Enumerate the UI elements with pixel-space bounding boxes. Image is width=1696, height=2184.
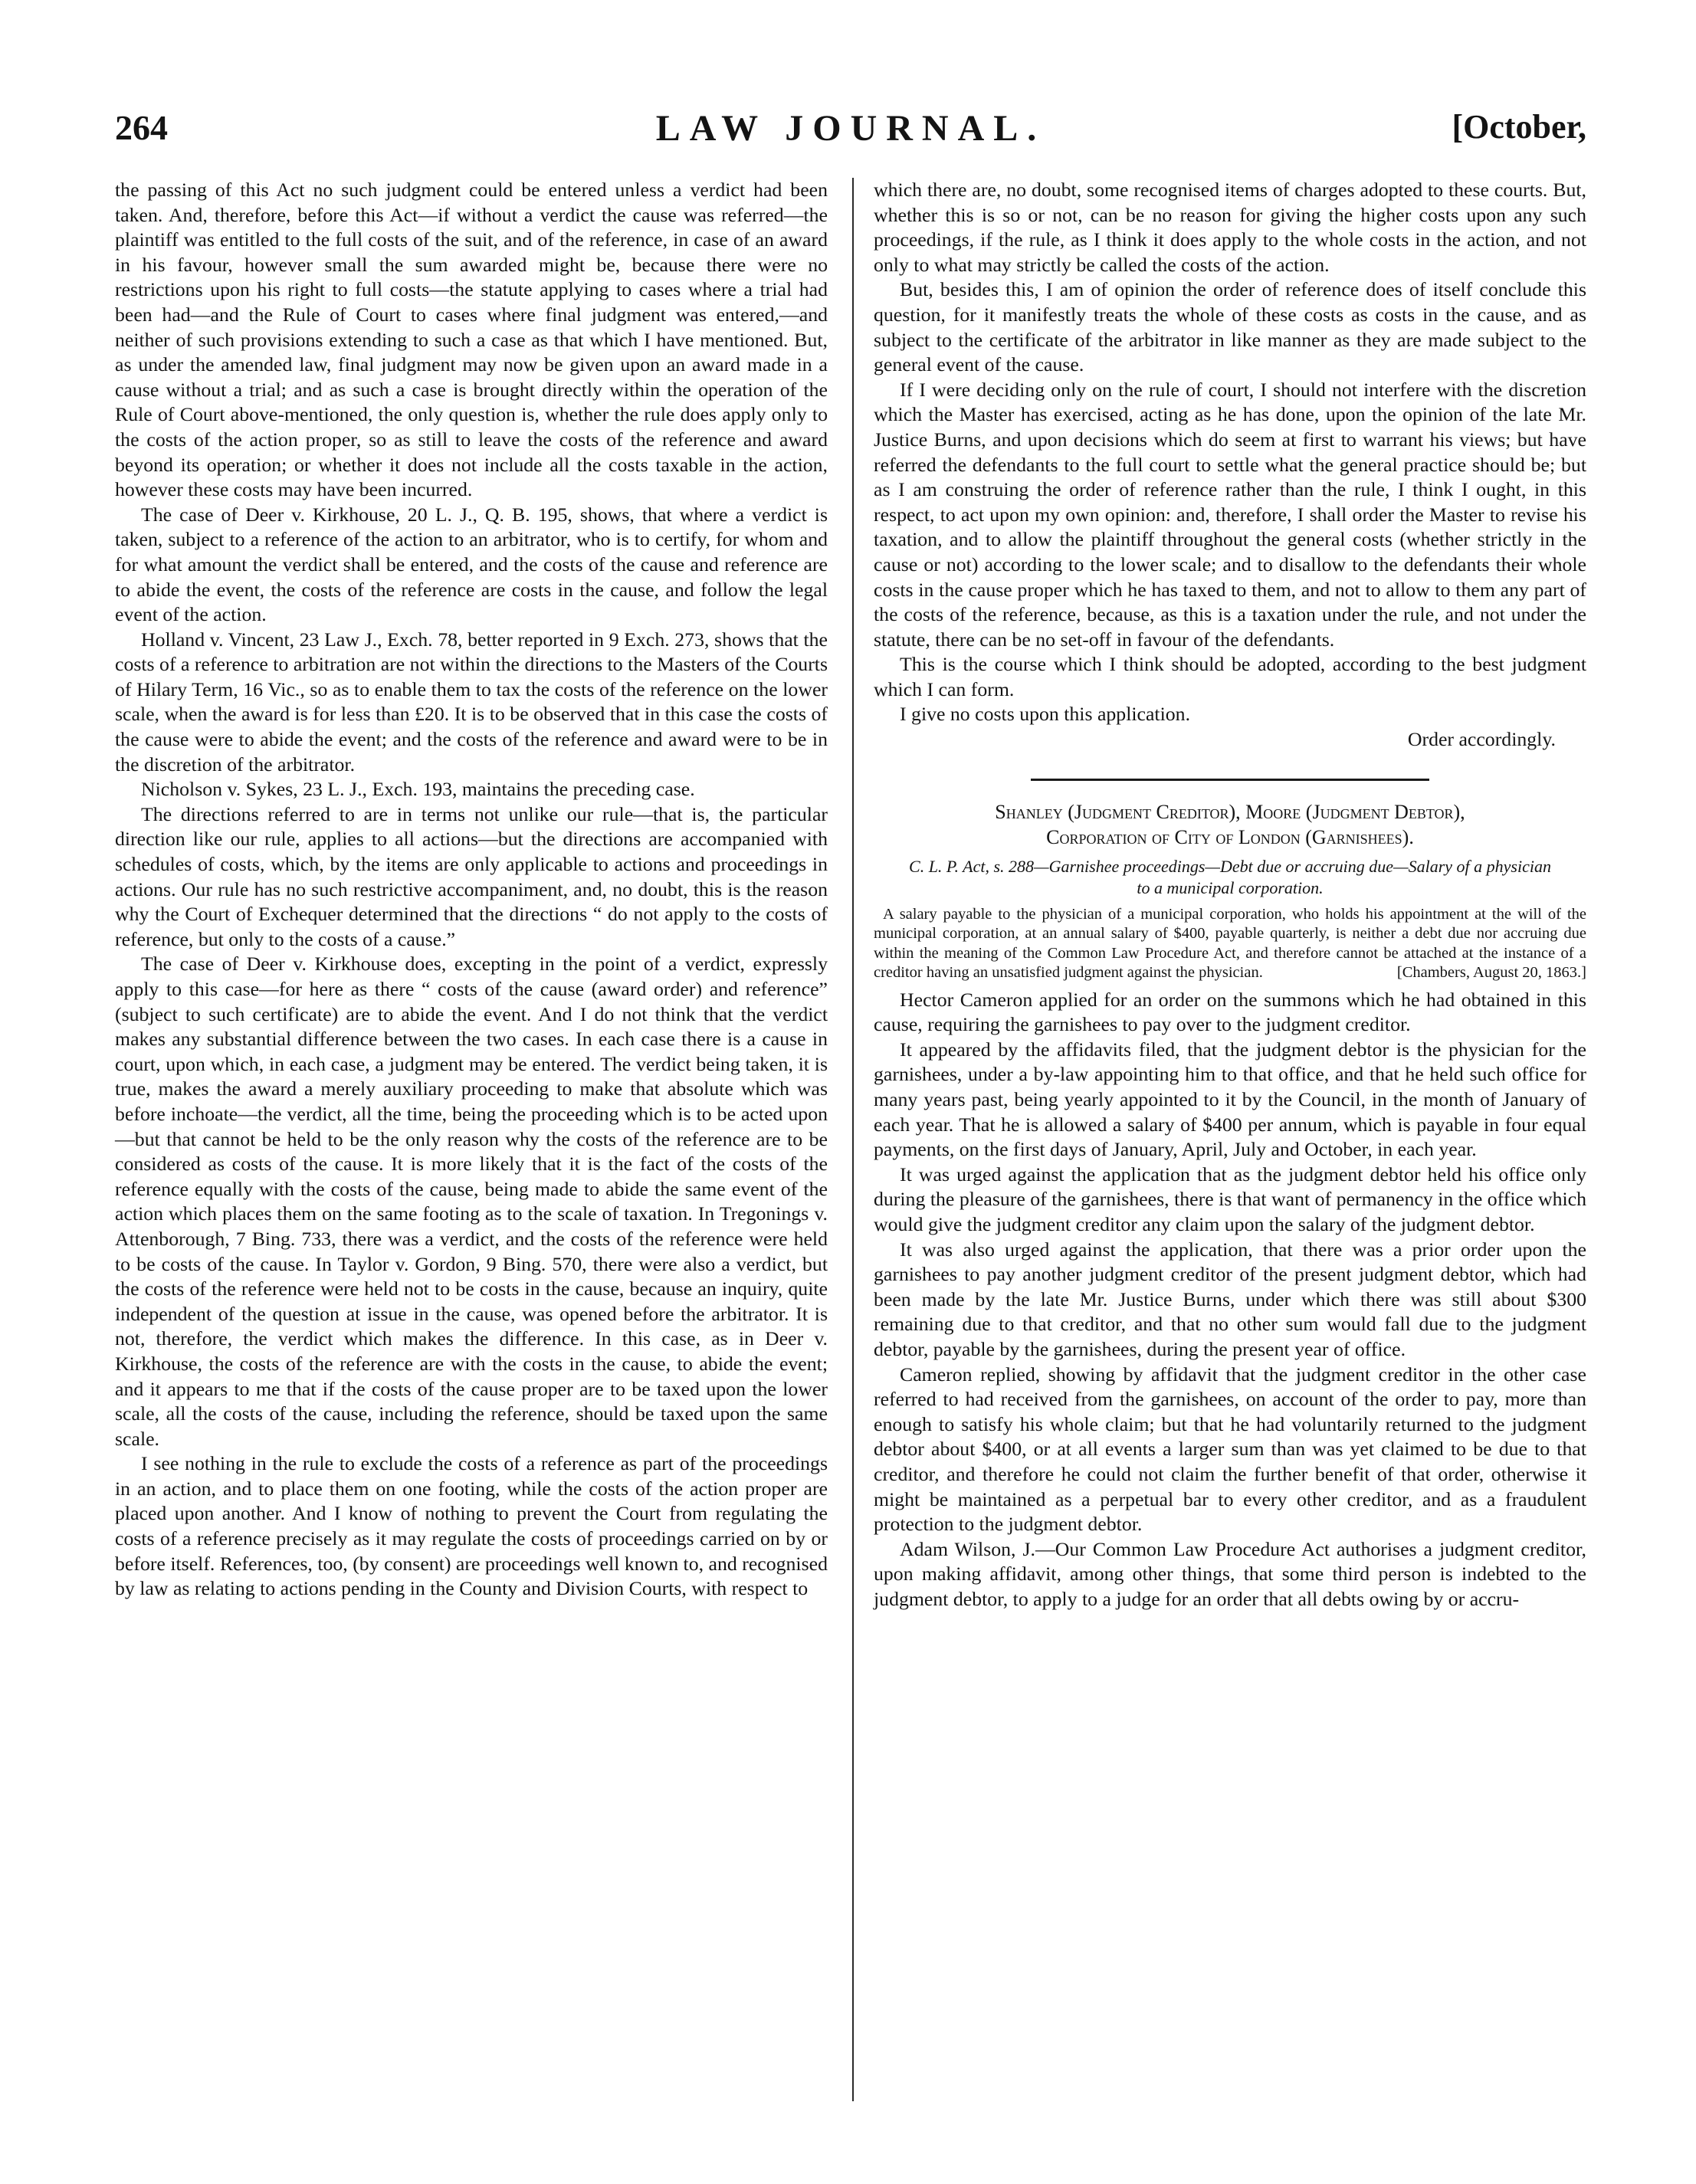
paragraph: If I were deciding only on the rule of court, I should not interfere with the discretion which the Master has exercised, acting as he has done, upon the opinion of the late Mr. Justice Burns, and upon decisions which do seem at first to warrant his views; but have referred the defendants to the full court to settle what the general practice should be; but as I am construing the order of reference rather than the rule, I think I ought, in this respect, to act upon my own opinion: and, therefore, I shall order the Master to revise his taxation, and to allow the plaintiff throughout the general costs (whether strictly in the cause or not) according to the lower scale; and to disallow to the defendants their whole costs in the cause proper which he has taxed to them, and not to allow to them any part of the costs of the reference, because, as this is a taxation under the rule, and not under the statute, there can be no set-off in favour of the defendants. <box>874 378 1586 651</box>
case-citation: C. L. P. Act, s. 288—Garnishee proceedings—Debt due or accruing due—Salary of a physician to a municipal corporation. <box>909 856 1551 897</box>
headnote-date: [Chambers, August 20, 1863.] <box>1396 964 1586 982</box>
paragraph: The directions referred to are in terms not unlike our rule—that is, the particular direction like our rule, applies to all actions—but the directions are accompanied with schedules of costs, which, by the items are only applicable to actions and proceedings in actions. Our rule has no such restrictive accompaniment, and, no doubt, this is the reason why the Court of Exchequer determined that the directions “ do not apply to the costs of reference, but only to the costs of a cause.” <box>115 802 828 950</box>
case-title-line1: Shanley (Judgment Creditor), Moore (Judgment Debtor), <box>995 800 1465 823</box>
case-headnote <box>874 905 1586 983</box>
left-column <box>115 178 828 1602</box>
headnote-text: A salary payable to the physician of a municipal corporation, who holds his appointment at the will of the municipal corporation, at an annual salary of $400, payable quarterly, is neither a debt due nor accruing due within the meaning of the Common Law Procedure Act, and therefore cannot be attached at the instance of a creditor having an unsatisfied judgment against the physician. <box>874 905 1586 982</box>
right-column <box>874 178 1586 1612</box>
paragraph: I see nothing in the rule to exclude the costs of a reference as part of the proceedings in an action, and to place them on one footing, while the costs of the action proper are placed upon another. And I know of nothing to prevent the Court from regulating the costs of a reference precisely as it may regulate the costs of proceedings carried on by or before itself. References, too, (by consent) are proceedings well known to, and recognised by law as relating to actions pending in the County and Division Courts, with respect to <box>115 1452 828 1600</box>
section-separator <box>1031 779 1429 781</box>
paragraph: Holland v. Vincent, 23 Law J., Exch. 78, better reported in 9 Exch. 273, shows that the costs of a reference to arbitration are not within the directions to the Masters of the Courts of Hilary Term, 16 Vic., so as to enable them to tax the costs of the reference on the lower scale, when the award is for less than £20. It is to be observed that in this case the costs of the cause were to abide the event; and the costs of the reference and award were to be in the discretion of the arbitrator. <box>115 628 828 776</box>
paragraph: Adam Wilson, J.—Our Common Law Procedure Act authorises a judgment creditor, upon making affidavit, among other things, that some third person is indebted to the judgment debtor, to apply to a judge for an order that all debts owing by or accru- <box>874 1537 1586 1610</box>
order-line: Order accordingly. <box>1407 728 1556 751</box>
case-title-line2: Corporation of City of London (Garnishees). <box>1046 825 1414 848</box>
paragraph: Cameron replied, showing by affidavit that the judgment creditor in the other case referred to had received from the garnishees, on account of the order to pay, more than enough to satisfy his whole claim; but that he had voluntarily returned to the judgment debtor about $400, or at all events a larger sum than was yet claimed to be due to that creditor, and therefore he could not claim the further benefit of that order, otherwise it might be maintained as a perpetual bar to every other creditor, and as a fraudulent protection to the judgment debtor. <box>874 1363 1586 1536</box>
paragraph: This is the course which I think should be adopted, according to the best judgment which I can form. <box>874 653 1586 700</box>
paragraph: But, besides this, I am of opinion the order of reference does of itself conclude this question, for it manifestly treats the whole of these costs as costs in the cause, and as subject to the certificate of the arbitrator in like manner as they are made subject to the general event of the cause. <box>874 278 1586 376</box>
issue-month: [October, <box>1452 108 1586 146</box>
page-header <box>115 107 1586 161</box>
paragraph: The case of Deer v. Kirkhouse, 20 L. J., Q. B. 195, shows, that where a verdict is taken, subject to a reference of the action to an arbitrator, who is to certify, for whom and for what amount the verdict shall be entered, and the costs of the cause and reference are to abide the event, the costs of the reference are costs in the cause, and follow the legal event of the action. <box>115 503 828 626</box>
page-number: 264 <box>115 108 168 147</box>
paragraph: I give no costs upon this application. <box>900 703 1191 726</box>
column-divider <box>852 178 854 2101</box>
paragraph: It appeared by the affidavits filed, that the judgment debtor is the physician for the garnishees, under a by-law appointing him to that office, and that he held such office for many years past, being yearly appointed to it by the Council, in the month of January of each year. That he is allowed a salary of $400 per annum, which is payable in four equal payments, on the first days of January, April, July and October, in each year. <box>874 1038 1586 1161</box>
paragraph: It was also urged against the application, that there was a prior order upon the garnishees to pay another judgment creditor of the present judgment debtor, which had been made by the late Mr. Justice Burns, under which there was still about $300 remaining due to that creditor, and that no other sum would fall due to the judgment debtor, payable by the garnishees, during the present year of office. <box>874 1238 1586 1360</box>
paragraph: the passing of this Act no such judgment could be entered unless a verdict had been taken. And, therefore, before this Act—if without a verdict the cause was referred—the plaintiff was entitled to the full costs of the suit, and of the reference, in case of an award in his favour, however small the sum awarded might be, because there were no restrictions upon his right to full costs—the statute applying to cases where a trial had been had—and the Rule of Court to cases where final judgment was entered,—and neither of such provisions extending to such a case as that which I have mentioned. But, as under the amended law, final judgment may now be given upon an award made in a cause without a trial; and as such a case is brought directly within the operation of the Rule of Court above-mentioned, the only question is, whether the rule does apply only to the costs of the action proper, so as still to leave the costs of the reference and award beyond its operation; or whether it does not include all the costs taxable in the action, however these costs may have been incurred. <box>115 179 828 501</box>
paragraph: Hector Cameron applied for an order on the summons which he had obtained in this cause, requiring the garnishees to pay over to the judgment creditor. <box>874 988 1586 1036</box>
paragraph: which there are, no doubt, some recognised items of charges adopted to these courts. But, whether this is so or not, can be no reason for giving the higher costs upon any such proceedings, if the rule, as I think it does apply to the whole costs in the action, and not only to what may strictly be called the costs of the action. <box>874 179 1586 276</box>
paragraph: The case of Deer v. Kirkhouse does, excepting in the point of a verdict, expressly apply to this case—for here as there “ costs of the cause (award order) and reference” (subject to such certificate) are to abide the event. And I do not think that the verdict makes any substantial difference between the two cases. In each case there is a cause in court, upon which, in each case, a judgment may be entered. The verdict being taken, it is true, makes the award a merely auxiliary proceeding to make that absolute which was before inchoate—the verdict, all the time, being the proceeding which is to be acted upon—but that cannot be held to be the only reason why the costs of the reference are to be considered as costs of the cause. It is more likely that it is the fact of the costs of the reference equally with the costs of the cause, being made to abide the same event of the action which places them on the same footing as to the scale of taxation. In Tregonings v. Attenborough, 7 Bing. 733, there was a verdict, and the costs of the reference were held to be costs of the cause. In Taylor v. Gordon, 9 Bing. 570, there were also a verdict, but the costs of the reference were held not to be costs in the cause, because an inquiry, quite independent of the question at issue in the cause, was opened before the arbitrator. It is not, therefore, the verdict which makes the difference. In this case, as in Deer v. Kirkhouse, the costs of the reference are with the costs in the cause, to abide the event; and it appears to me that if the costs of the cause proper are to be taxed upon the lower scale, all the costs of the cause, including the reference, should be taxed upon the same scale. <box>115 953 828 1450</box>
paragraph: Nicholson v. Sykes, 23 L. J., Exch. 193, maintains the preceding case. <box>141 778 695 801</box>
journal-title: LAW JOURNAL. <box>655 108 1046 149</box>
paragraph: It was urged against the application that as the judgment debtor held his office only during the pleasure of the garnishees, there is that want of permanency in the office which would give the judgment creditor any claim upon the salary of the judgment debtor. <box>874 1163 1586 1235</box>
